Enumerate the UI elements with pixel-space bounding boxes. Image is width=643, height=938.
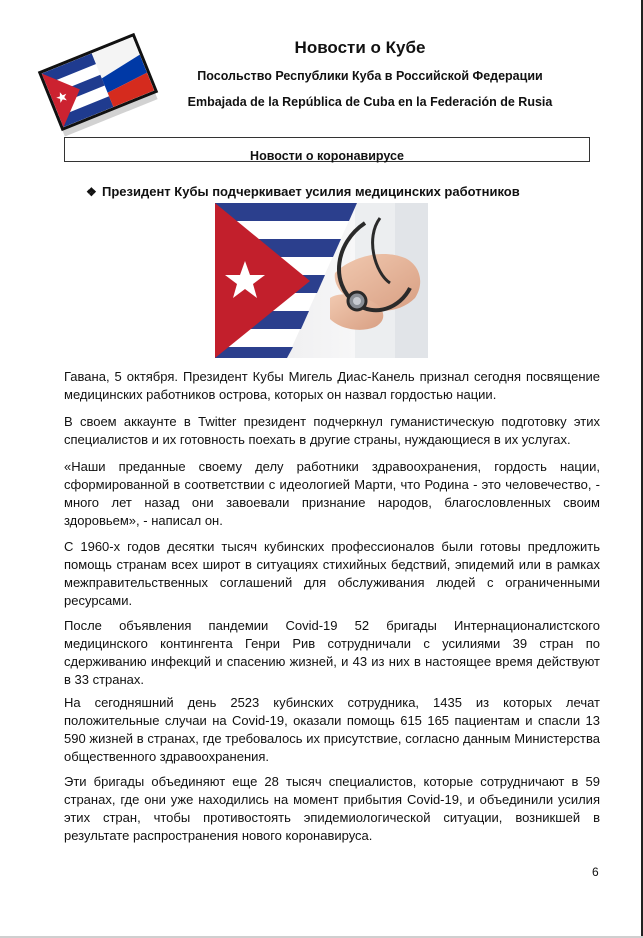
newsletter-title: Новости о Кубе xyxy=(294,38,426,57)
embassy-logo xyxy=(40,42,158,130)
article-paragraph: С 1960-х годов десятки тысяч кубинских профессионалов были готовы предложить помощь странам всех широт в ситуациях стихийных бедствий, эпидемий или в рамках межправительственных соглашений для обслуживания людей с ограниченными ресурсами. xyxy=(64,539,600,608)
article-paragraph: Эти бригады объединяют еще 28 тысяч специалистов, которые сотрудничают в 59 странах, где они уже находились на момент прибытия Covid-19, и объединили усилия этих стран, чтобы противостоять эпидемиологической ситуации, возникшей в результате распространения нового коронавируса. xyxy=(64,774,600,843)
article-photo xyxy=(215,203,428,358)
embassy-name-spanish: Embajada de la República de Cuba en la Federación de Rusia xyxy=(187,95,553,109)
section-header-box xyxy=(64,137,590,162)
embassy-name-russian: Посольство Республики Куба в Российской Федерации xyxy=(197,69,543,83)
page-number: 6 xyxy=(592,865,599,879)
flags-logo-icon xyxy=(38,33,158,131)
article-paragraph: После объявления пандемии Covid-19 52 бригады Интернационалистского медицинского контингента Генри Рив сотрудничали с усилиями 39 стран по сдерживанию инфекций и спасению жизней, и 43 из них в настоящее время действуют в 33 странах. xyxy=(64,618,600,687)
article-paragraph: На сегодняшний день 2523 кубинских сотрудника, 1435 из которых лечат положительные случаи на Covid-19, оказали помощь 615 165 пациентам и спасли 13 590 жизней в странах, где требовалось их присутствие, согласно данным Министерства общественного здравоохранения. xyxy=(64,695,600,764)
article-paragraph: Гавана, 5 октября. Президент Кубы Мигель Диас-Канель признал сегодня посвящение медицинских работников острова, которых он назвал гордостью нации. xyxy=(64,369,600,402)
article-paragraph: В своем аккаунте в Twitter президент подчеркнул гуманистическую подготовку этих специалистов и их готовность поехать в другие страны, нуждающиеся в их услугах. xyxy=(64,414,600,447)
headline-text: Президент Кубы подчеркивает усилия медицинских работников xyxy=(102,184,520,199)
article-headline xyxy=(86,184,520,199)
article-paragraph: «Наши преданные своему делу работники здравоохранения, гордость нации, сформированной в соответствии с идеологией Марти, что Родина - это человечество, - много лет назад они завоевали признание народов, благословленных своим здоровьем», - написал он. xyxy=(64,459,600,528)
section-title: Новости о коронавирусе xyxy=(250,149,404,163)
diamond-bullet-icon: ❖ xyxy=(86,185,97,199)
